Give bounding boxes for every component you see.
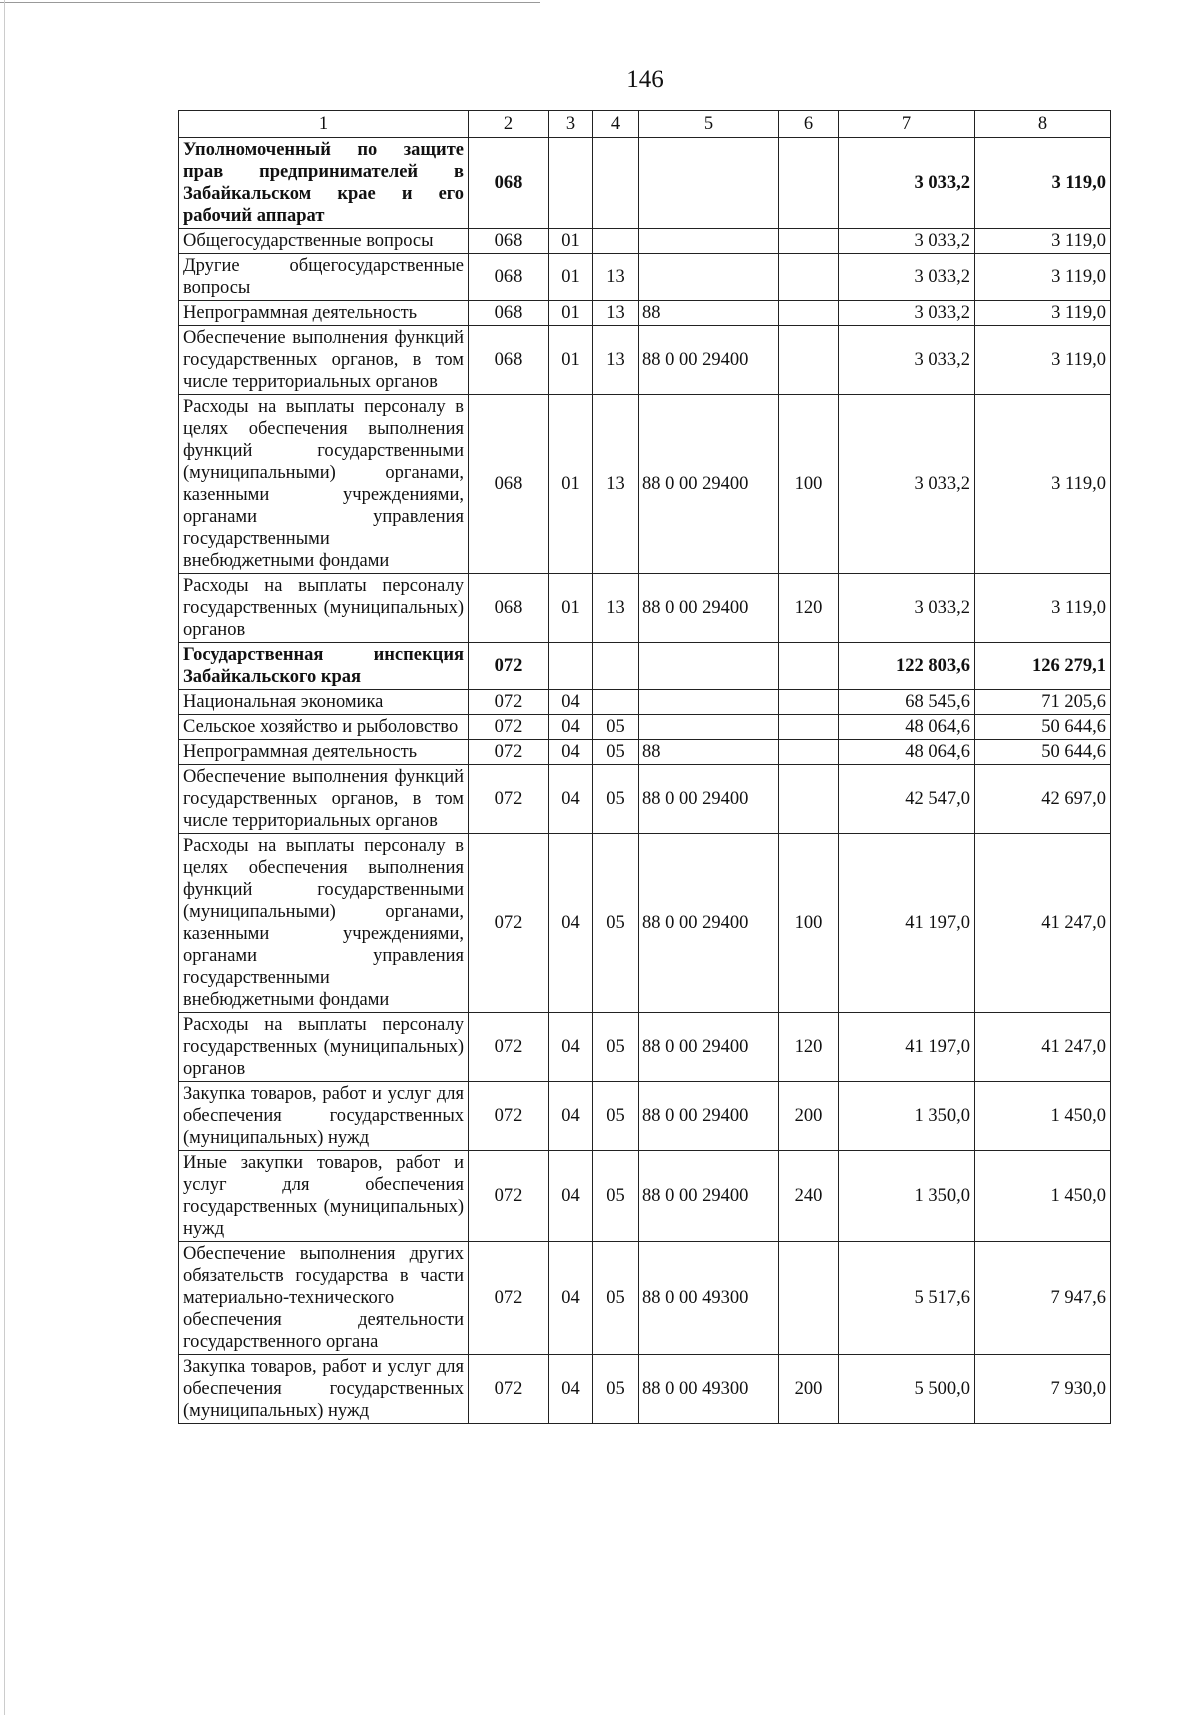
row-name-cell: Другие общегосударственные вопросы xyxy=(179,254,469,301)
row-name-cell: Расходы на выплаты персоналу государственных (муниципальных) органов xyxy=(179,1013,469,1082)
department-code-cell: 072 xyxy=(469,643,549,690)
amount-year2-cell: 7 947,6 xyxy=(975,1242,1111,1355)
subsection-code-cell: 05 xyxy=(593,1242,639,1355)
section-code-cell: 01 xyxy=(549,229,593,254)
department-code-cell: 072 xyxy=(469,1242,549,1355)
target-item-code-cell: 88 xyxy=(639,301,779,326)
amount-year2-cell: 71 205,6 xyxy=(975,690,1111,715)
subsection-code-cell: 13 xyxy=(593,326,639,395)
section-code-cell: 04 xyxy=(549,834,593,1013)
department-code-cell: 072 xyxy=(469,765,549,834)
target-item-code-cell: 88 0 00 29400 xyxy=(639,765,779,834)
amount-year2-cell: 3 119,0 xyxy=(975,326,1111,395)
section-code-cell: 04 xyxy=(549,740,593,765)
section-code-cell: 04 xyxy=(549,1355,593,1424)
target-item-code-cell: 88 0 00 29400 xyxy=(639,326,779,395)
expense-type-code-cell: 240 xyxy=(779,1151,839,1242)
section-code-cell: 04 xyxy=(549,715,593,740)
row-name-cell: Закупка товаров, работ и услуг для обеспечения государственных (муниципальных) нужд xyxy=(179,1355,469,1424)
table-row xyxy=(179,254,1111,301)
row-name-cell: Непрограммная деятельность xyxy=(179,740,469,765)
subsection-code-cell xyxy=(593,229,639,254)
amount-year1-cell: 3 033,2 xyxy=(839,326,975,395)
table-row xyxy=(179,740,1111,765)
amount-year2-cell: 41 247,0 xyxy=(975,834,1111,1013)
section-code-cell: 04 xyxy=(549,690,593,715)
target-item-code-cell: 88 0 00 29400 xyxy=(639,1013,779,1082)
expense-type-code-cell xyxy=(779,229,839,254)
section-code-cell: 04 xyxy=(549,1013,593,1082)
target-item-code-cell: 88 0 00 29400 xyxy=(639,574,779,643)
target-item-code-cell: 88 0 00 29400 xyxy=(639,1082,779,1151)
target-item-code-cell: 88 0 00 29400 xyxy=(639,1151,779,1242)
subsection-code-cell: 05 xyxy=(593,1151,639,1242)
row-name-cell: Обеспечение выполнения функций государственных органов, в том числе территориальных органов xyxy=(179,765,469,834)
budget-table xyxy=(178,110,1111,1424)
table-row xyxy=(179,229,1111,254)
expense-type-code-cell xyxy=(779,1242,839,1355)
section-code-cell: 04 xyxy=(549,765,593,834)
section-code-cell: 04 xyxy=(549,1151,593,1242)
table-row xyxy=(179,574,1111,643)
row-name-cell: Национальная экономика xyxy=(179,690,469,715)
table-row xyxy=(179,301,1111,326)
department-code-cell: 068 xyxy=(469,326,549,395)
target-item-code-cell: 88 0 00 49300 xyxy=(639,1355,779,1424)
amount-year1-cell: 48 064,6 xyxy=(839,715,975,740)
table-row xyxy=(179,834,1111,1013)
section-code-cell: 04 xyxy=(549,1082,593,1151)
row-name-cell: Расходы на выплаты персоналу в целях обеспечения выполнения функций государственными (муниципальными) органами, казенными учреждениями, органами управления государственными внебюджетными фондами xyxy=(179,834,469,1013)
target-item-code-cell xyxy=(639,643,779,690)
subsection-code-cell xyxy=(593,690,639,715)
amount-year1-cell: 41 197,0 xyxy=(839,834,975,1013)
department-code-cell: 072 xyxy=(469,1082,549,1151)
department-code-cell: 068 xyxy=(469,574,549,643)
amount-year1-cell: 42 547,0 xyxy=(839,765,975,834)
expense-type-code-cell: 200 xyxy=(779,1355,839,1424)
section-code-cell: 01 xyxy=(549,574,593,643)
section-code-cell: 01 xyxy=(549,326,593,395)
row-name-cell: Непрограммная деятельность xyxy=(179,301,469,326)
amount-year1-cell: 3 033,2 xyxy=(839,229,975,254)
section-code-cell xyxy=(549,643,593,690)
scan-top-edge xyxy=(0,2,540,3)
expense-type-code-cell: 120 xyxy=(779,574,839,643)
expense-type-code-cell xyxy=(779,301,839,326)
subsection-code-cell: 05 xyxy=(593,715,639,740)
row-name-cell: Иные закупки товаров, работ и услуг для обеспечения государственных (муниципальных) нужд xyxy=(179,1151,469,1242)
department-code-cell: 068 xyxy=(469,229,549,254)
amount-year2-cell: 7 930,0 xyxy=(975,1355,1111,1424)
amount-year2-cell: 3 119,0 xyxy=(975,138,1111,229)
section-code-cell: 01 xyxy=(549,254,593,301)
amount-year1-cell: 1 350,0 xyxy=(839,1082,975,1151)
column-header: 1 xyxy=(179,111,469,138)
amount-year1-cell: 122 803,6 xyxy=(839,643,975,690)
subsection-code-cell: 13 xyxy=(593,254,639,301)
amount-year2-cell: 41 247,0 xyxy=(975,1013,1111,1082)
expense-type-code-cell: 100 xyxy=(779,834,839,1013)
row-name-cell: Государственная инспекция Забайкальского края xyxy=(179,643,469,690)
row-name-cell: Обеспечение выполнения функций государственных органов, в том числе территориальных органов xyxy=(179,326,469,395)
department-code-cell: 072 xyxy=(469,834,549,1013)
amount-year2-cell: 3 119,0 xyxy=(975,229,1111,254)
subsection-code-cell: 13 xyxy=(593,395,639,574)
column-header: 6 xyxy=(779,111,839,138)
amount-year2-cell: 126 279,1 xyxy=(975,643,1111,690)
row-name-cell: Общегосударственные вопросы xyxy=(179,229,469,254)
subsection-code-cell xyxy=(593,138,639,229)
amount-year1-cell: 3 033,2 xyxy=(839,395,975,574)
row-name-cell: Сельское хозяйство и рыболовство xyxy=(179,715,469,740)
table-row xyxy=(179,395,1111,574)
expense-type-code-cell xyxy=(779,138,839,229)
amount-year2-cell: 50 644,6 xyxy=(975,740,1111,765)
row-name-cell: Уполномоченный по защите прав предпринимателей в Забайкальском крае и его рабочий аппарат xyxy=(179,138,469,229)
target-item-code-cell: 88 0 00 29400 xyxy=(639,395,779,574)
department-code-cell: 072 xyxy=(469,1355,549,1424)
amount-year1-cell: 3 033,2 xyxy=(839,574,975,643)
subsection-code-cell: 05 xyxy=(593,1013,639,1082)
target-item-code-cell xyxy=(639,715,779,740)
amount-year2-cell: 50 644,6 xyxy=(975,715,1111,740)
table-row xyxy=(179,1151,1111,1242)
department-code-cell: 068 xyxy=(469,395,549,574)
row-name-cell: Расходы на выплаты персоналу в целях обеспечения выполнения функций государственными (муниципальными) органами, казенными учреждениями, органами управления государственными внебюджетными фондами xyxy=(179,395,469,574)
target-item-code-cell xyxy=(639,138,779,229)
table-row xyxy=(179,643,1111,690)
department-code-cell: 072 xyxy=(469,690,549,715)
column-header: 2 xyxy=(469,111,549,138)
section-code-cell: 01 xyxy=(549,301,593,326)
target-item-code-cell xyxy=(639,254,779,301)
column-header: 8 xyxy=(975,111,1111,138)
subsection-code-cell: 05 xyxy=(593,740,639,765)
table-row xyxy=(179,1013,1111,1082)
amount-year2-cell: 3 119,0 xyxy=(975,301,1111,326)
row-name-cell: Обеспечение выполнения других обязательств государства в части материально-технического обеспечения деятельности государственного органа xyxy=(179,1242,469,1355)
amount-year2-cell: 3 119,0 xyxy=(975,574,1111,643)
expense-type-code-cell xyxy=(779,740,839,765)
table-row xyxy=(179,715,1111,740)
column-number-row xyxy=(179,111,1111,138)
expense-type-code-cell xyxy=(779,715,839,740)
expense-type-code-cell: 200 xyxy=(779,1082,839,1151)
department-code-cell: 072 xyxy=(469,740,549,765)
amount-year2-cell: 3 119,0 xyxy=(975,395,1111,574)
subsection-code-cell: 05 xyxy=(593,834,639,1013)
target-item-code-cell xyxy=(639,690,779,715)
subsection-code-cell: 05 xyxy=(593,1082,639,1151)
amount-year1-cell: 48 064,6 xyxy=(839,740,975,765)
amount-year1-cell: 5 517,6 xyxy=(839,1242,975,1355)
amount-year2-cell: 42 697,0 xyxy=(975,765,1111,834)
target-item-code-cell: 88 0 00 29400 xyxy=(639,834,779,1013)
amount-year1-cell: 68 545,6 xyxy=(839,690,975,715)
amount-year1-cell: 5 500,0 xyxy=(839,1355,975,1424)
row-name-cell: Расходы на выплаты персоналу государственных (муниципальных) органов xyxy=(179,574,469,643)
amount-year2-cell: 1 450,0 xyxy=(975,1082,1111,1151)
subsection-code-cell: 05 xyxy=(593,1355,639,1424)
department-code-cell: 068 xyxy=(469,301,549,326)
table-row xyxy=(179,138,1111,229)
expense-type-code-cell: 120 xyxy=(779,1013,839,1082)
department-code-cell: 068 xyxy=(469,254,549,301)
amount-year2-cell: 1 450,0 xyxy=(975,1151,1111,1242)
table-row xyxy=(179,1355,1111,1424)
amount-year1-cell: 3 033,2 xyxy=(839,138,975,229)
target-item-code-cell xyxy=(639,229,779,254)
table-row xyxy=(179,326,1111,395)
subsection-code-cell xyxy=(593,643,639,690)
amount-year1-cell: 3 033,2 xyxy=(839,301,975,326)
column-header: 4 xyxy=(593,111,639,138)
section-code-cell xyxy=(549,138,593,229)
expense-type-code-cell xyxy=(779,254,839,301)
table-row xyxy=(179,765,1111,834)
amount-year1-cell: 3 033,2 xyxy=(839,254,975,301)
subsection-code-cell: 05 xyxy=(593,765,639,834)
column-header: 7 xyxy=(839,111,975,138)
row-name-cell: Закупка товаров, работ и услуг для обеспечения государственных (муниципальных) нужд xyxy=(179,1082,469,1151)
table-row xyxy=(179,1082,1111,1151)
target-item-code-cell: 88 0 00 49300 xyxy=(639,1242,779,1355)
section-code-cell: 04 xyxy=(549,1242,593,1355)
column-header: 5 xyxy=(639,111,779,138)
scan-left-edge xyxy=(4,0,5,1715)
table-row xyxy=(179,1242,1111,1355)
expense-type-code-cell xyxy=(779,326,839,395)
target-item-code-cell: 88 xyxy=(639,740,779,765)
column-header: 3 xyxy=(549,111,593,138)
amount-year1-cell: 1 350,0 xyxy=(839,1151,975,1242)
department-code-cell: 072 xyxy=(469,1013,549,1082)
subsection-code-cell: 13 xyxy=(593,574,639,643)
department-code-cell: 068 xyxy=(469,138,549,229)
table-row xyxy=(179,690,1111,715)
expense-type-code-cell: 100 xyxy=(779,395,839,574)
department-code-cell: 072 xyxy=(469,715,549,740)
expense-type-code-cell xyxy=(779,690,839,715)
expense-type-code-cell xyxy=(779,765,839,834)
subsection-code-cell: 13 xyxy=(593,301,639,326)
department-code-cell: 072 xyxy=(469,1151,549,1242)
section-code-cell: 01 xyxy=(549,395,593,574)
amount-year2-cell: 3 119,0 xyxy=(975,254,1111,301)
amount-year1-cell: 41 197,0 xyxy=(839,1013,975,1082)
page-number: 146 xyxy=(626,66,664,93)
expense-type-code-cell xyxy=(779,643,839,690)
